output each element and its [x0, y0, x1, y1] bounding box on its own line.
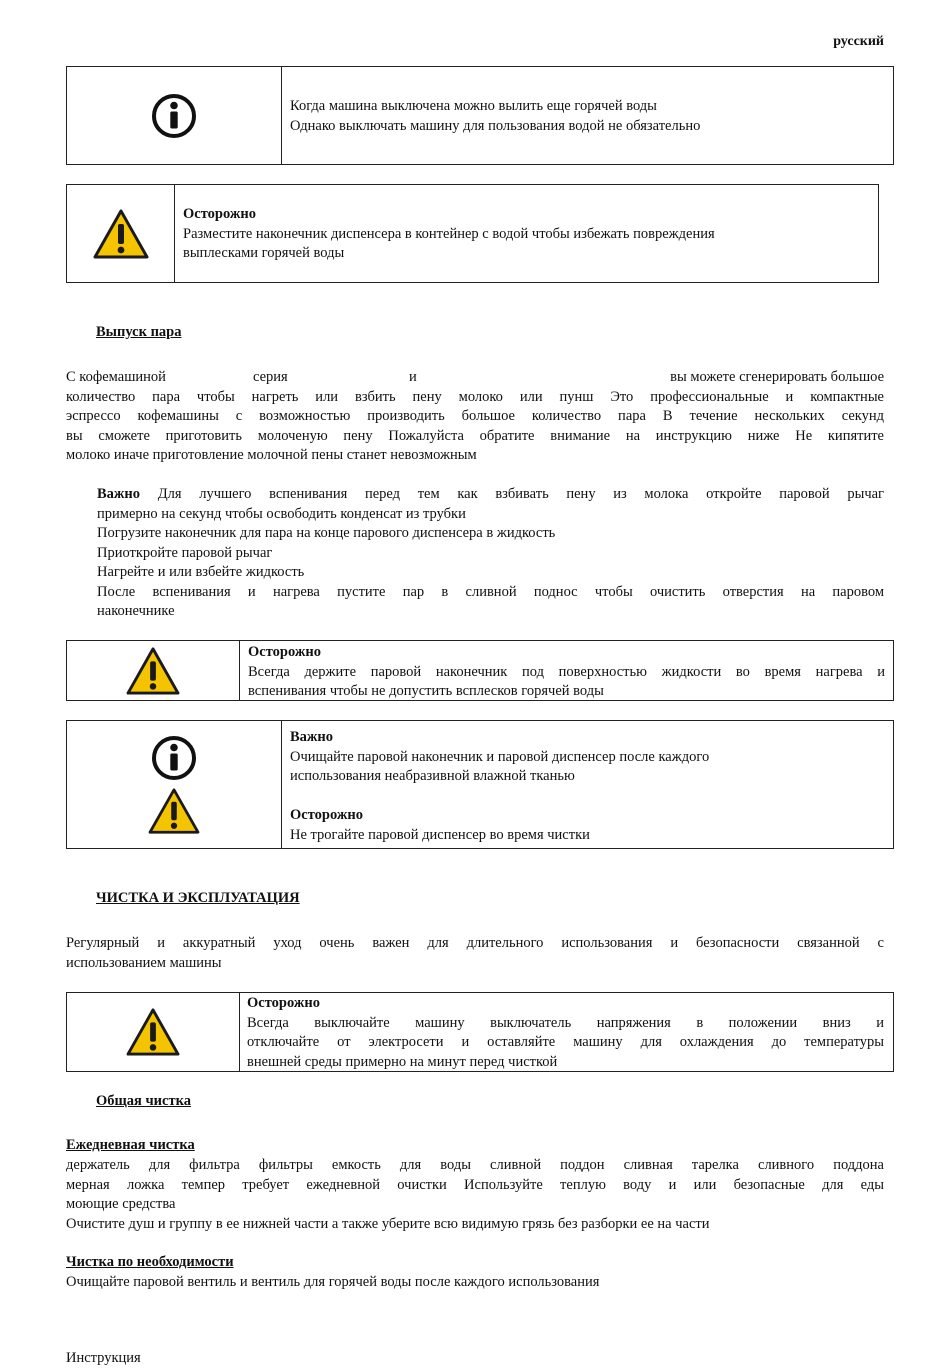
cleaning-intro-line: Регулярный и аккуратный уход очень важен для длительного использования и безопасности связанной с — [66, 935, 884, 951]
caution-text — [175, 185, 878, 282]
caution-box-steam — [66, 640, 894, 701]
info-line: Когда машина выключена можно вылить еще горячей воды — [290, 98, 657, 114]
step-line: наконечнике — [97, 603, 175, 619]
intro-word: серия — [253, 369, 288, 385]
steam-heading-text: Выпуск пара — [96, 324, 182, 340]
warning-icon-cell — [67, 641, 240, 700]
important-line: Очищайте паровой наконечник и паровой диспенсер после каждого — [290, 748, 710, 765]
daily-paragraph — [66, 1156, 884, 1234]
warning-icon — [147, 787, 201, 835]
steam-intro-paragraph — [66, 368, 884, 466]
important-line: использования неабразивной влажной тканью — [290, 768, 575, 784]
caution-line: Всегда держите паровой наконечник под поверхностью жидкости во время нагрева и — [248, 663, 885, 680]
cleaning-heading-text: ЧИСТКА И ЭКСПЛУАТАЦИЯ — [96, 890, 300, 906]
important-caution-text — [282, 721, 893, 848]
steam-steps — [97, 485, 884, 622]
important-first-line — [97, 485, 884, 505]
caution-box — [66, 184, 879, 283]
warning-icon — [92, 208, 150, 260]
intro-word: С кофемашиной — [66, 369, 166, 385]
info-line: Однако выключать машину для пользования водой не обязательно — [290, 117, 701, 134]
warning-icon — [125, 646, 181, 696]
caution-line: внешней среды примерно на минут перед чисткой — [247, 1053, 558, 1070]
intro-word: вы можете сгенерировать большое — [670, 369, 884, 385]
caution-text — [240, 641, 893, 700]
steam-intro-line: молоко иначе приготовление молочной пены станет невозможным — [66, 447, 477, 463]
subheading-as-needed: Чистка по необходимости — [66, 1254, 234, 1270]
cleaning-intro — [66, 934, 884, 973]
steam-intro-line: количество пара чтобы нагреть или взбить пену молоко или пунш Это профессиональные и компактные — [66, 388, 884, 405]
section-heading-general — [66, 1093, 191, 1110]
general-heading-text: Общая чистка — [96, 1093, 191, 1109]
daily-line: Очистите душ и группу в ее нижней части а также уберите всю видимую грязь без разборки ее на части — [66, 1215, 710, 1232]
intro-word: и — [409, 369, 417, 385]
important-label: Важно — [97, 486, 141, 502]
caution-line: выплесками горячей воды — [183, 245, 345, 261]
info-note-box — [66, 66, 894, 165]
caution-title: Осторожно — [183, 206, 256, 222]
daily-line: мерная ложка темпер требует ежедневной очистки Используйте теплую воду и или безопасные для еды — [66, 1176, 884, 1193]
step-line: Погрузите наконечник для пара на конце парового диспенсера в жидкость — [97, 525, 556, 541]
caution-title: Осторожно — [248, 644, 321, 660]
warning-icon-cell — [67, 185, 175, 282]
step-line: Приоткройте паровой рычаг — [97, 544, 273, 561]
warning-icon-cell — [67, 993, 240, 1071]
caution-title: Осторожно — [290, 807, 363, 823]
as-needed-paragraph — [66, 1273, 884, 1293]
caution-line: Разместите наконечник диспенсера в контейнер с водой чтобы избежать повреждения — [183, 225, 715, 242]
caution-title: Осторожно — [247, 995, 320, 1011]
step-line: Нагрейте и или взбейте жидкость — [97, 564, 305, 580]
steam-intro-line-first — [66, 368, 884, 388]
caution-line: отключайте от электросети и оставляйте машину для охлаждения до температуры — [247, 1034, 884, 1050]
info-icon-cell — [67, 67, 282, 164]
language-label: русский — [833, 34, 884, 49]
as-needed-line: Очищайте паровой вентиль и вентиль для горячей воды после каждого использования — [66, 1274, 600, 1290]
subheading-daily: Ежедневная чистка — [66, 1137, 195, 1153]
daily-line: держатель для фильтра фильтры емкость для воды сливной поддон сливная тарелка сливного поддона — [66, 1157, 884, 1173]
step-line: примерно на секунд чтобы освободить конденсат из трубки — [97, 505, 466, 522]
step-line: После вспенивания и нагрева пустите пар в сливной поднос чтобы очистить отверстия на паровом — [97, 583, 884, 600]
daily-line: моющие средства — [66, 1196, 176, 1212]
caution-line: вспенивания чтобы не допустить всплесков горячей воды — [248, 683, 604, 699]
section-heading-cleaning — [66, 890, 300, 907]
footer-text: Инструкция — [66, 1350, 141, 1366]
warning-icon — [125, 1007, 181, 1057]
important-first-text: Для лучшего вспенивания перед тем как взбивать пену из молока откройте паровой рычаг — [157, 486, 885, 502]
section-heading-steam — [66, 324, 182, 341]
info-icon — [151, 93, 197, 139]
caution-box-cleaning — [66, 992, 894, 1072]
cleaning-intro-line: использованием машины — [66, 954, 222, 971]
steam-intro-line: вы сможете приготовить молоченую пену Пожалуйста обратите внимание на инструкцию ниже Не кипятите — [66, 427, 884, 444]
icons-cell — [67, 721, 282, 848]
important-title: Важно — [290, 729, 334, 745]
info-icon — [151, 735, 197, 781]
caution-line: Всегда выключайте машину выключатель напряжения в положении вниз и — [247, 1014, 884, 1031]
info-note-text — [282, 67, 893, 164]
steam-intro-line: эспрессо кофемашины с возможностью производить большое количество пара В течение нескольких секунд — [66, 408, 884, 424]
caution-line: Не трогайте паровой диспенсер во время чистки — [290, 826, 590, 843]
caution-text — [240, 993, 893, 1071]
important-caution-box — [66, 720, 894, 849]
spacer — [290, 787, 893, 807]
